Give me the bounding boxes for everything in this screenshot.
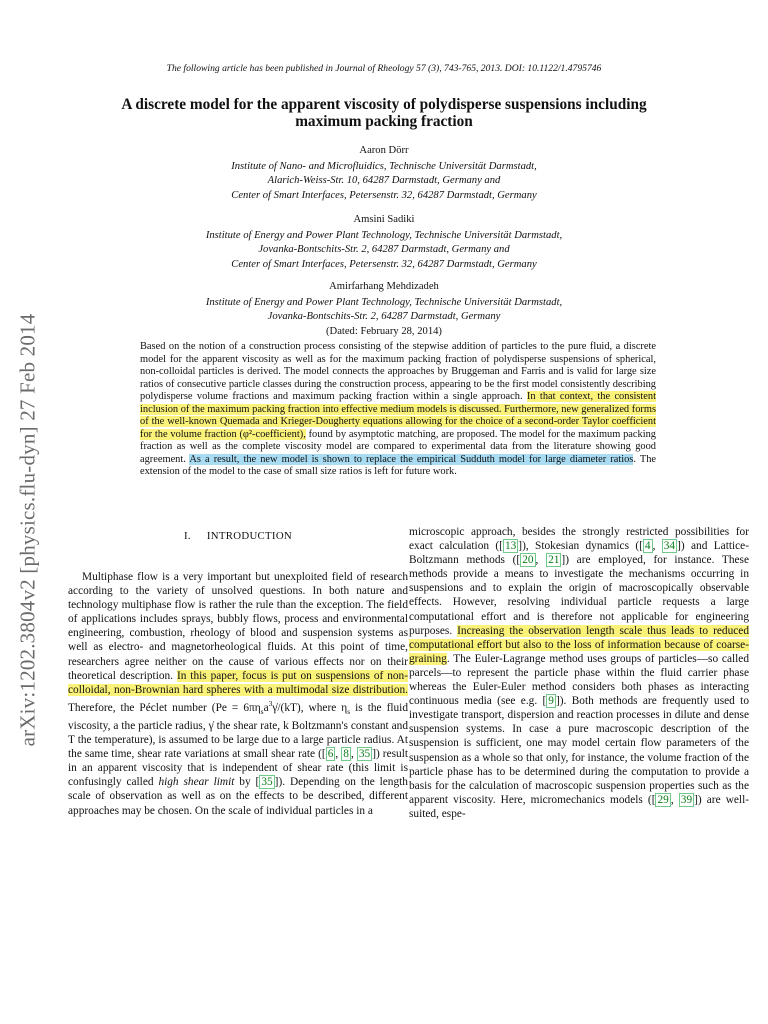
arxiv-stamp	[8, 313, 48, 747]
citation-link[interactable]: 29	[657, 793, 669, 806]
body-text: Therefore, the Péclet number (Pe = 6πη	[68, 701, 261, 714]
citation-link[interactable]: 8	[343, 748, 349, 761]
citation-link[interactable]: 34	[663, 540, 676, 553]
publication-notice: The following article has been published in Journal of Rheology 57 (3), 743-765, 2013. DOI: 10.1122/1.4795746	[166, 63, 602, 74]
author-name: Aaron Dörr	[359, 145, 409, 156]
intro-paragraph-continued: microscopic approach, besides the strongly restricted possibilities for exact calculation ([ 13 ]), Stokesian dynamics ([ 4 , 34 ]) and Lattice-Boltzmann methods ([ 20 , 21 ]) are employed, for instance. These methods provide a means to investigate the mechanisms occurring in suspensions and to explain the origin of macroscopically observable effects. However, resolving individual particle requests a large computational effort and is therefore not applicable for engineering purposes. Increasing the observation length scale thus leads to reduced computational effort but also to the loss of information because of coarse-graining. The Euler-Lagrange method uses groups of particles—so called parcels—to represent the particle phase within the fluid carrier phase whereas the Euler-Euler method considers both phases as interacting continuous media (see e.g. [ 9 ]). Both methods are frequently used to investigate transport, dispersion and reaction processes in dilute and dense suspension systems. In case a pure macroscopic description of the suspension is sufficient, one may model certain flow parameters of the suspension as a whole so that only, for instance, the volume fraction of the particle phase has to be determined during the computation to provide a basis for the calculation of macroscopic suspension properties such as the apparent viscosity. Here, micromechanics models ([ 29 , 39 ]) are well-suited, espe-	[409, 526, 750, 820]
author-name: Amirfarhang Mehdizadeh	[329, 281, 439, 292]
left-column	[68, 525, 408, 818]
emphasis-text: high shear limit	[158, 776, 235, 789]
affiliation-line: Institute of Energy and Power Plant Technology, Technische Universität Darmstadt,	[205, 229, 563, 241]
abstract-highlight-blue: As a result, the new model is shown to replace the empirical Sudduth model for large diameter ratios	[189, 453, 634, 465]
body-text: Multiphase flow is a very important but unexploited field of research according to the variety of unsolved questions. In both nature and technology multiphase flow is rather the rule than the exception. The field of applications includes sprays, bubbly flows, process and environmental engineering, combustion, rheology of blood and suspension systems as well as electro- and magnetorheological fluids. At this point of time, researchers agree neither on the cause of various effects nor on their theoretical description.	[68, 571, 408, 682]
abstract	[140, 341, 656, 479]
citation-link[interactable]: 39	[680, 793, 693, 806]
affiliation-line: Center of Smart Interfaces, Petersenstr. 32, 64287 Darmstadt, Germany	[231, 189, 537, 201]
affiliation-line: Alarich-Weiss-Str. 10, 64287 Darmstadt, Germany and	[267, 175, 501, 186]
dated-line: (Dated: February 28, 2014)	[326, 325, 442, 337]
section-number: I.	[183, 530, 191, 542]
affiliation-line: Jovanka-Bontschits-Str. 2, 64287 Darmstadt, Germany and	[258, 244, 510, 255]
body-text: by [	[234, 776, 260, 789]
body-text: . The Euler-Lagrange method uses groups of particles—so called parcels—to represent the particle phase within the fluid carrier phase whereas the Euler-Euler method considers both phases as interacting continuous media (see e.g. [	[409, 652, 749, 708]
text-highlight-yellow: In this paper, focus is put on suspensions of non-colloidal, non-Brownian hard spheres with a multimodal size distribution.	[68, 669, 408, 696]
citation-link[interactable]: 35	[358, 748, 371, 761]
body-text: ]) and Lattice-Boltzmann methods ([	[409, 540, 749, 567]
author-block-2	[120, 213, 648, 272]
section-heading	[68, 529, 408, 570]
abstract-text: Based on the notion of a construction process consisting of the stepwise addition of particles to the pure fluid, a discrete model for the apparent viscosity as well as for the maximum packing fraction of polydisperse suspensions of spherical, non-colloidal particles is derived. The model connects the approaches by Bruggeman and Farris and is valid for large size ratios of consecutive particle classes during the construction process, appearing to be the first model consistently describing polydisperse volume fractions and maximum packing fraction within a single approach.	[140, 341, 656, 402]
affiliation-line: Center of Smart Interfaces, Petersenstr. 32, 64287 Darmstadt, Germany	[231, 258, 537, 270]
section-title: INTRODUCTION	[206, 530, 293, 542]
title-line-2: maximum packing fraction	[295, 113, 473, 130]
author-block-1	[120, 144, 648, 203]
intro-paragraph: Multiphase flow is a very important but unexploited field of research according to the variety of unsolved questions. In both nature and technology multiphase flow is rather the rule than the exception. The field of applications includes sprays, bubbly flows, process and environmental engineering, combustion, rheology of blood and suspension systems as well as electro- and magnetorheological fluids. At this point of time, researchers agree neither on the cause of various effects nor on their theoretical description. In this paper, focus is put on suspensions of non-colloidal, non-Brownian hard spheres with a multimodal size distribution. Therefore, the Péclet number ($Pe = 6\pi\eta_sa^3\gammȧ/(kT)$, where $\eta_s$ is the fluid viscosity, a the particle radius, γ̇ the shear rate, k Boltzmann's constant and T the temperature), is assumed to be large due to a large particle radius. At the same time, shear rate variations at small shear rate ([ 6 , 8 , 35 ]) result in an apparent viscosity that is independent of shear rate (this limit is confusingly called high shear limit by [ 35 ]). Depending on the length scale of observation as well as on the effects to be described, different approaches may be chosen. On the scale of individual particles in a	[68, 571, 409, 817]
abstract-text: found by asymptotic matching, are proposed. The model for the maximum packing fraction as well as the complete viscosity model are compared to experimental data from the literature showing good agreement.	[140, 428, 656, 465]
title-line-1: A discrete model for the apparent viscosity of polydisperse suspensions including	[121, 96, 647, 113]
body-text: is the fluid viscosity, a the particle radius, γ̇ the shear rate, k Boltzmann's constant and T the temperature), is assumed to be large due to a large particle radius. At the same time, shear rate variations at small shear rate ([	[68, 701, 409, 761]
citation-link[interactable]: 6	[327, 748, 334, 761]
affiliation-line: Jovanka-Bontschits-Str. 2, 64287 Darmstadt, Germany	[267, 311, 501, 322]
paper-title	[80, 96, 688, 130]
body-text: γ̇/(kT), where η	[272, 701, 348, 714]
citation-link[interactable]: 4	[644, 540, 651, 553]
citation-link[interactable]: 9	[548, 695, 554, 708]
text-highlight-yellow: Increasing the observation length scale thus leads to reduced computational effort but also to the loss of information because of coarse-graining	[409, 624, 749, 665]
body-text: ]) are employed, for instance. These methods provide a means to investigate the mechanisms occurring in suspensions and to explain the origin of macroscopically observable effects. However, resolving individual particle requests a large computational effort and is therefore not applicable for engineering purposes.	[409, 554, 750, 637]
abstract-text: . The extension of the model to the case of small size ratios is left for future work.	[140, 453, 657, 477]
body-text: ]). Depending on the length scale of observation as well as on the effects to be described, different approaches may be chosen. On the scale of individual particles in a	[68, 776, 408, 817]
citation-link[interactable]: 35	[261, 776, 273, 789]
affiliation-line: Institute of Nano- and Microfluidics, Technische Universität Darmstadt,	[231, 160, 537, 172]
body-text: ]), Stokesian dynamics ([	[518, 540, 643, 553]
body-text: ]) result in an apparent viscosity that is independent of shear rate (this limit is confusingly called	[68, 748, 409, 789]
citation-link[interactable]: 21	[548, 554, 560, 567]
body-text: a	[263, 701, 269, 714]
right-column	[409, 525, 749, 821]
author-block-3	[120, 280, 648, 339]
body-text: ]) are well-suited, espe-	[409, 793, 750, 820]
author-name: Amsini Sadiki	[353, 214, 415, 225]
citation-link[interactable]: 13	[504, 540, 517, 553]
body-text: microscopic approach, besides the strongly restricted possibilities for exact calculation ([	[409, 526, 749, 553]
abstract-highlight-yellow: In that context, the consistent inclusion of the maximum packing fraction into effective medium models is discussed. Furthermore, new generalized forms of the well-known Quemada and Krieger-Dougherty equations allowing for the choice of a second-order Taylor coefficient for the volume fraction (φ²-coefficient),	[140, 391, 656, 440]
body-text: ]). Both methods are frequently used to investigate transport, dispersion and reaction processes in dilute and dense suspension systems. In case a pure macroscopic description of the suspension is sufficient, one may model certain flow parameters of the suspension as a whole so that only, for instance, the volume fraction of the particle phase has to be determined during the computation to provide a basis for the calculation of macroscopic suspension properties such as the apparent viscosity. Here, micromechanics models ([	[409, 695, 749, 806]
citation-link[interactable]: 20	[522, 554, 534, 567]
affiliation-line: Institute of Energy and Power Plant Technology, Technische Universität Darmstadt,	[205, 296, 563, 308]
arxiv-stamp-text: arXiv:1202.3804v2 [physics.flu-dyn] 27 Feb 2014	[15, 313, 40, 747]
